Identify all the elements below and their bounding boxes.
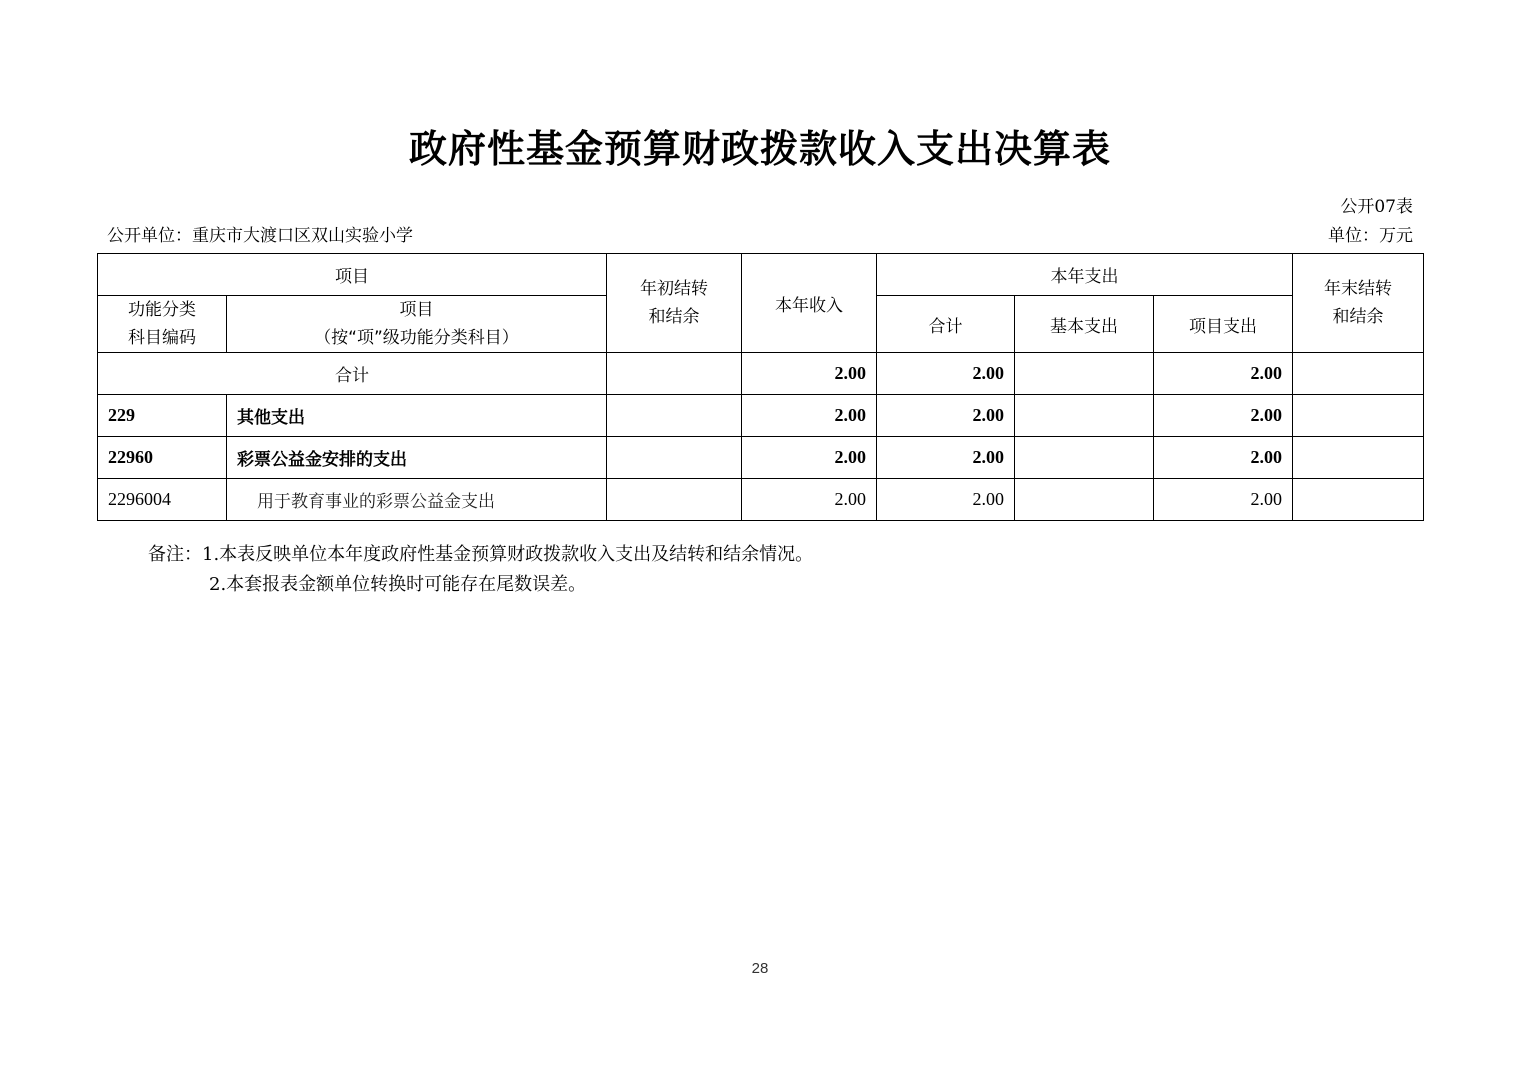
row-name: 彩票公益金安排的支出 xyxy=(227,437,607,479)
row-expense-basic xyxy=(1015,395,1154,437)
row-expense-total: 2.00 xyxy=(877,437,1015,479)
total-label: 合计 xyxy=(98,353,607,395)
row-code: 22960 xyxy=(98,437,227,479)
table-row xyxy=(98,395,1424,437)
total-expense-project: 2.00 xyxy=(1154,353,1293,395)
page-number: 28 xyxy=(751,960,769,977)
row-expense-project: 2.00 xyxy=(1154,479,1293,521)
header-end-balance: 年末结转 和结余 xyxy=(1293,254,1424,353)
note-line-1: 备注：1.本表反映单位本年度政府性基金预算财政拨款收入支出及结转和结余情况。 xyxy=(148,544,814,565)
row-income: 2.00 xyxy=(742,479,877,521)
reporting-unit: 公开单位：重庆市大渡口区双山实验小学 xyxy=(107,226,413,246)
row-begin-balance xyxy=(607,437,742,479)
row-end-balance xyxy=(1293,479,1424,521)
row-name: 用于教育事业的彩票公益金支出 xyxy=(227,479,607,521)
total-begin-balance xyxy=(607,353,742,395)
row-code: 2296004 xyxy=(98,479,227,521)
row-income: 2.00 xyxy=(742,395,877,437)
row-end-balance xyxy=(1293,437,1424,479)
page-title: 政府性基金预算财政拨款收入支出决算表 xyxy=(408,127,1111,171)
row-code: 229 xyxy=(98,395,227,437)
total-income: 2.00 xyxy=(742,353,877,395)
note-line-2: 2.本套报表金额单位转换时可能存在尾数误差。 xyxy=(209,574,587,595)
header-project-name: 项目 （按“项”级功能分类科目） xyxy=(227,296,607,353)
row-end-balance xyxy=(1293,395,1424,437)
header-expense: 本年支出 xyxy=(877,254,1293,296)
row-begin-balance xyxy=(607,479,742,521)
row-expense-total: 2.00 xyxy=(877,395,1015,437)
total-end-balance xyxy=(1293,353,1424,395)
form-number: 公开07表 xyxy=(1340,197,1413,217)
header-expense-basic: 基本支出 xyxy=(1015,296,1154,353)
header-begin-balance: 年初结转 和结余 xyxy=(607,254,742,353)
table-row xyxy=(98,437,1424,479)
row-name: 其他支出 xyxy=(227,395,607,437)
row-expense-project: 2.00 xyxy=(1154,395,1293,437)
total-row xyxy=(98,353,1424,395)
row-expense-total: 2.00 xyxy=(877,479,1015,521)
header-project: 项目 xyxy=(98,254,607,296)
table-row xyxy=(98,479,1424,521)
row-expense-basic xyxy=(1015,437,1154,479)
row-income: 2.00 xyxy=(742,437,877,479)
budget-table xyxy=(97,253,1424,521)
header-income: 本年收入 xyxy=(742,254,877,353)
row-begin-balance xyxy=(607,395,742,437)
total-expense-total: 2.00 xyxy=(877,353,1015,395)
currency-unit: 单位：万元 xyxy=(1328,226,1413,246)
total-expense-basic xyxy=(1015,353,1154,395)
row-expense-basic xyxy=(1015,479,1154,521)
header-expense-project: 项目支出 xyxy=(1154,296,1293,353)
row-expense-project: 2.00 xyxy=(1154,437,1293,479)
header-func-code: 功能分类 科目编码 xyxy=(98,296,227,353)
notes xyxy=(148,540,813,600)
header-expense-total: 合计 xyxy=(877,296,1015,353)
